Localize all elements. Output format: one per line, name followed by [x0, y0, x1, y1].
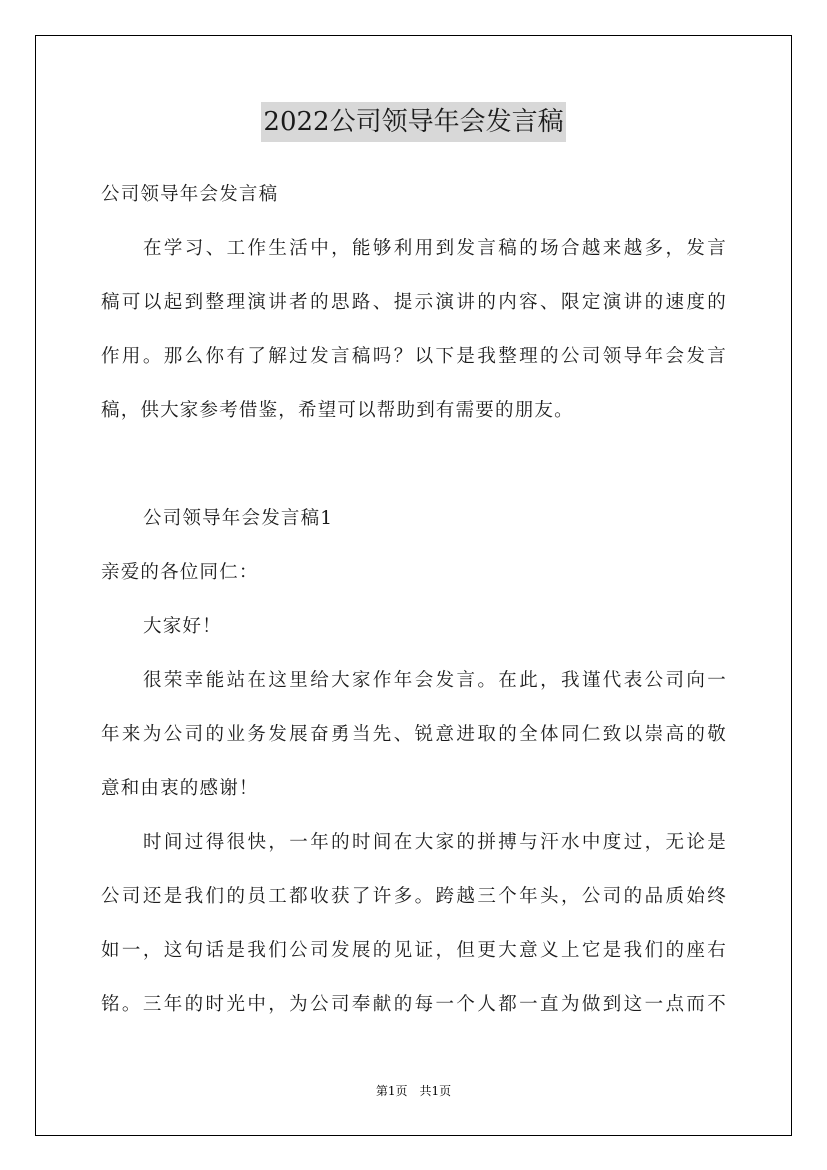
- document-title: 2022公司领导年会发言稿: [261, 102, 565, 142]
- text-line: 稿可以起到整理演讲者的思路、提示演讲的内容、限定演讲的速度的: [101, 292, 727, 313]
- document-title-wrap: [0, 102, 827, 142]
- paragraph: [101, 654, 727, 816]
- paragraph: [101, 600, 727, 654]
- page-footer: 第1页 共1页: [375, 1084, 452, 1098]
- text-line: 铭。三年的时光中，为公司奉献的每一个人都一直为做到这一点而不: [101, 994, 727, 1015]
- paragraph: [101, 168, 727, 222]
- text-line: 时间过得很快，一年的时间在大家的拼搏与汗水中度过，无论是: [143, 832, 727, 853]
- text-line: 公司领导年会发言稿1: [143, 508, 334, 529]
- paragraph-gap: [101, 438, 727, 492]
- text-line: 在学习、工作生活中，能够利用到发言稿的场合越来越多，发言: [143, 238, 727, 259]
- text-line: 很荣幸能站在这里给大家作年会发言。在此，我谨代表公司向一: [143, 670, 727, 691]
- text-line: 大家好！: [143, 616, 222, 637]
- text-line: 亲爱的各位同仁：: [101, 562, 259, 583]
- text-line: 公司还是我们的员工都收获了许多。跨越三个年头，公司的品质始终: [101, 886, 727, 907]
- text-line: 如一，这句话是我们公司发展的见证，但更大意义上它是我们的座右: [101, 940, 727, 961]
- text-line: 公司领导年会发言稿: [101, 184, 279, 205]
- paragraph: [101, 492, 727, 546]
- text-line: 作用。那么你有了解过发言稿吗？以下是我整理的公司领导年会发言: [101, 346, 727, 367]
- paragraph: [101, 816, 727, 1032]
- text-line: 稿，供大家参考借鉴，希望可以帮助到有需要的朋友。: [101, 400, 574, 421]
- text-line: 意和由衷的感谢！: [101, 778, 259, 799]
- paragraph: [101, 546, 727, 600]
- text-line: 年来为公司的业务发展奋勇当先、锐意进取的全体同仁致以崇高的敬: [101, 724, 727, 745]
- document-body: [101, 168, 727, 1032]
- paragraph: [101, 222, 727, 438]
